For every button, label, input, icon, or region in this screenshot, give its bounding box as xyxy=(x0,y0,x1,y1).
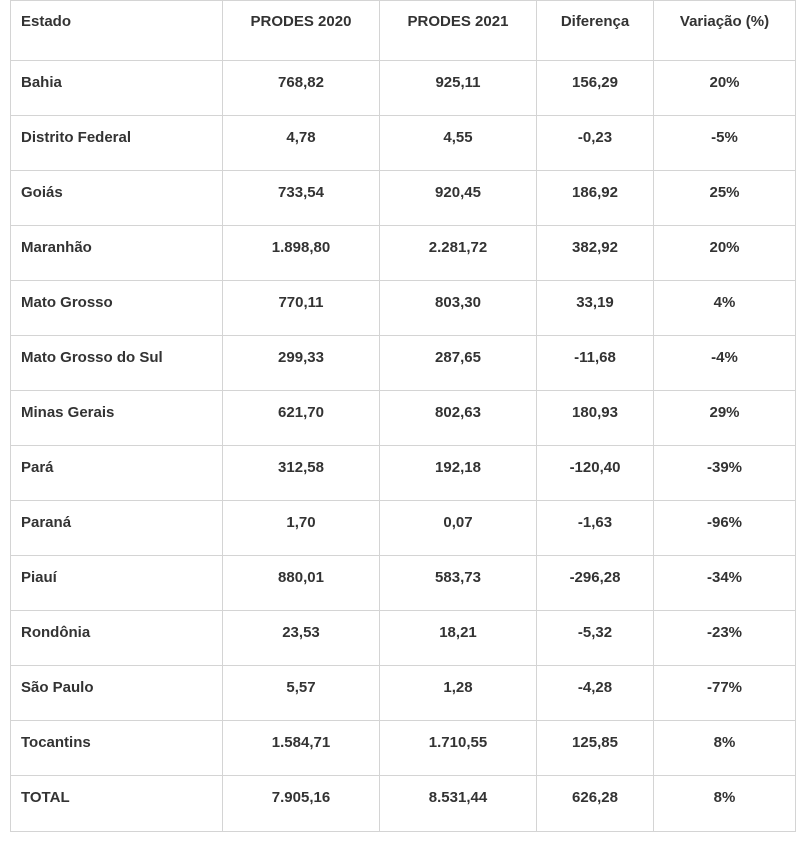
cell-diferenca: 382,92 xyxy=(537,226,654,281)
table-row xyxy=(11,61,796,116)
cell-diferenca: -296,28 xyxy=(537,556,654,611)
cell-prodes-2021: 2.281,72 xyxy=(380,226,537,281)
cell-diferenca: 180,93 xyxy=(537,391,654,446)
cell-diferenca: -0,23 xyxy=(537,116,654,171)
cell-variacao: -39% xyxy=(654,446,796,501)
header-variacao: Variação (%) xyxy=(654,1,796,61)
cell-variacao: 25% xyxy=(654,171,796,226)
cell-diferenca: -120,40 xyxy=(537,446,654,501)
cell-estado: Goiás xyxy=(11,171,223,226)
table-row xyxy=(11,556,796,611)
cell-diferenca: 626,28 xyxy=(537,776,654,832)
cell-prodes-2020: 299,33 xyxy=(223,336,380,391)
cell-estado: Rondônia xyxy=(11,611,223,666)
cell-diferenca: 125,85 xyxy=(537,721,654,776)
cell-prodes-2020: 4,78 xyxy=(223,116,380,171)
cell-prodes-2021: 920,45 xyxy=(380,171,537,226)
table-row xyxy=(11,446,796,501)
cell-estado: Maranhão xyxy=(11,226,223,281)
cell-estado: Paraná xyxy=(11,501,223,556)
cell-prodes-2020: 312,58 xyxy=(223,446,380,501)
cell-diferenca: -11,68 xyxy=(537,336,654,391)
cell-prodes-2020: 1.898,80 xyxy=(223,226,380,281)
cell-prodes-2020: 5,57 xyxy=(223,666,380,721)
table-row xyxy=(11,116,796,171)
cell-variacao: -23% xyxy=(654,611,796,666)
cell-variacao: 8% xyxy=(654,776,796,832)
cell-estado: São Paulo xyxy=(11,666,223,721)
cell-prodes-2021: 802,63 xyxy=(380,391,537,446)
deforestation-table-container xyxy=(10,0,795,832)
table-row xyxy=(11,171,796,226)
cell-estado: Pará xyxy=(11,446,223,501)
cell-estado: Distrito Federal xyxy=(11,116,223,171)
table-total-row xyxy=(11,776,796,832)
cell-estado: TOTAL xyxy=(11,776,223,832)
table-row xyxy=(11,501,796,556)
cell-prodes-2021: 18,21 xyxy=(380,611,537,666)
cell-variacao: -34% xyxy=(654,556,796,611)
cell-prodes-2021: 583,73 xyxy=(380,556,537,611)
table-row xyxy=(11,611,796,666)
deforestation-table xyxy=(10,0,796,832)
cell-estado: Tocantins xyxy=(11,721,223,776)
cell-prodes-2021: 803,30 xyxy=(380,281,537,336)
cell-prodes-2020: 733,54 xyxy=(223,171,380,226)
table-row xyxy=(11,281,796,336)
cell-estado: Mato Grosso xyxy=(11,281,223,336)
cell-variacao: -96% xyxy=(654,501,796,556)
cell-prodes-2020: 1.584,71 xyxy=(223,721,380,776)
cell-estado: Bahia xyxy=(11,61,223,116)
cell-diferenca: 33,19 xyxy=(537,281,654,336)
table-row xyxy=(11,226,796,281)
cell-variacao: 20% xyxy=(654,226,796,281)
cell-estado: Mato Grosso do Sul xyxy=(11,336,223,391)
cell-prodes-2021: 0,07 xyxy=(380,501,537,556)
cell-prodes-2021: 925,11 xyxy=(380,61,537,116)
cell-estado: Piauí xyxy=(11,556,223,611)
header-prodes-2020: PRODES 2020 xyxy=(223,1,380,61)
cell-prodes-2021: 1,28 xyxy=(380,666,537,721)
cell-prodes-2020: 621,70 xyxy=(223,391,380,446)
cell-variacao: 4% xyxy=(654,281,796,336)
cell-prodes-2021: 287,65 xyxy=(380,336,537,391)
table-body xyxy=(11,61,796,832)
cell-prodes-2020: 770,11 xyxy=(223,281,380,336)
cell-prodes-2020: 880,01 xyxy=(223,556,380,611)
table-header-row xyxy=(11,1,796,61)
cell-diferenca: 156,29 xyxy=(537,61,654,116)
header-diferenca: Diferença xyxy=(537,1,654,61)
cell-prodes-2020: 23,53 xyxy=(223,611,380,666)
cell-estado: Minas Gerais xyxy=(11,391,223,446)
cell-diferenca: -5,32 xyxy=(537,611,654,666)
cell-variacao: -5% xyxy=(654,116,796,171)
header-estado: Estado xyxy=(11,1,223,61)
table-row xyxy=(11,666,796,721)
cell-variacao: 20% xyxy=(654,61,796,116)
cell-prodes-2021: 1.710,55 xyxy=(380,721,537,776)
cell-prodes-2020: 1,70 xyxy=(223,501,380,556)
cell-variacao: -4% xyxy=(654,336,796,391)
cell-prodes-2020: 768,82 xyxy=(223,61,380,116)
cell-prodes-2020: 7.905,16 xyxy=(223,776,380,832)
cell-prodes-2021: 4,55 xyxy=(380,116,537,171)
cell-prodes-2021: 8.531,44 xyxy=(380,776,537,832)
cell-variacao: 8% xyxy=(654,721,796,776)
cell-diferenca: -4,28 xyxy=(537,666,654,721)
table-row xyxy=(11,391,796,446)
cell-variacao: -77% xyxy=(654,666,796,721)
cell-diferenca: 186,92 xyxy=(537,171,654,226)
cell-prodes-2021: 192,18 xyxy=(380,446,537,501)
cell-diferenca: -1,63 xyxy=(537,501,654,556)
table-row xyxy=(11,336,796,391)
header-prodes-2021: PRODES 2021 xyxy=(380,1,537,61)
cell-variacao: 29% xyxy=(654,391,796,446)
table-row xyxy=(11,721,796,776)
